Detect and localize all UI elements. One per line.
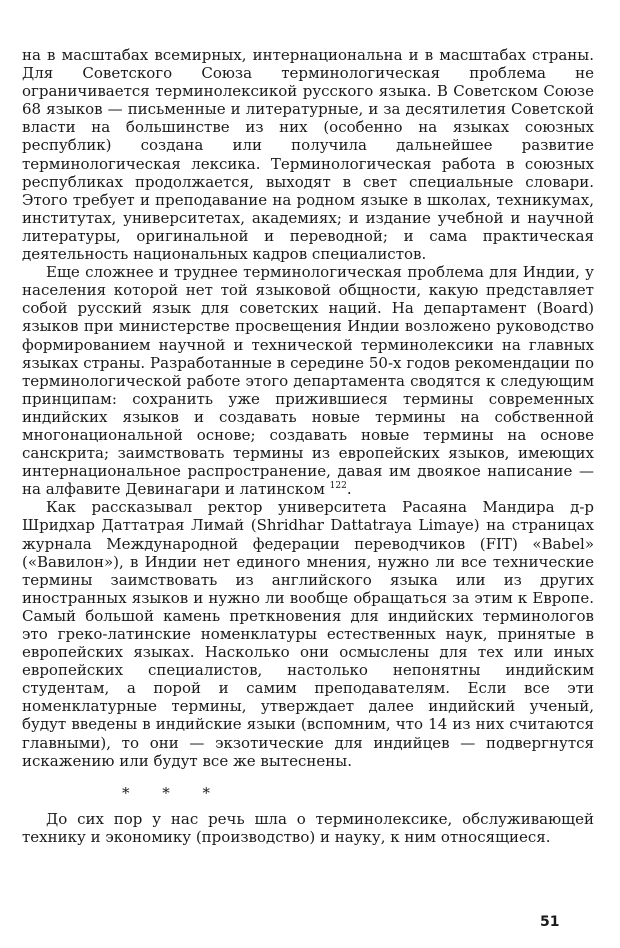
page-number: 51 bbox=[540, 914, 560, 930]
section-separator: * * * bbox=[122, 783, 225, 802]
page-body bbox=[22, 46, 594, 846]
paragraph-1: на в масштабах всемирных, интернациональна и в масштабах страны. Для Советского Союза терминологическая проблема не ограничивается терминолексикой русского языка. В Советском Союзе 68 языков — письменные и литературные, и за десятилетия Советской власти на большинстве из них (особенно на языках союзных республик) создана или получила дальнейшее развитие терминологическая лексика. Терминологическая работа в союзных республиках продолжается, выходят в свет специальные словари. Этого требует и преподавание на родном языке в школах, техникумах, институтах, университетах, академиях; и издание учебной и научной литературы, оригинальной и переводной; и сама практическая деятельность национальных кадров специалистов. bbox=[22, 46, 594, 264]
paragraph-2-text: Еще сложнее и труднее терминологическая проблема для Индии, у населения которой нет той языковой общности, какую представляет собой русский язык для советских наций. На департамент (Board) языков при министерстве просвещения Индии возложено руководство формированием научной и технической терминолексики на главных языках страны. Разработанные в середине 50-х годов рекомендации по терминологической работе этого департамента сводятся к следующим принципам: сохранить уже прижившиеся термины современных индийских языков и создавать новые термины на собственной многонациональной основе; создавать новые термины на основе санскрита; заимствовать термины из европейских языков, имеющих интернациональное распространение, давая им двоякое написание — на алфавите Девинагари и латинском bbox=[22, 263, 594, 499]
paragraph-4: До сих пор у нас речь шла о терминолексике, обслуживающей технику и экономику (производство) и науку, к ним относящиеся. bbox=[22, 809, 594, 846]
footnote-marker: 122 bbox=[329, 481, 347, 492]
paragraph-2 bbox=[22, 263, 594, 498]
paragraph-3: Как рассказывал ректор университета Расаяна Мандира д-р Шридхар Даттатрая Лимай (Shridhar Dattatraya Limaye) на страницах журнала Международной федерации переводчиков (FIT) «Babel» («Вавилон»), в Индии нет единого мнения, нужно ли все технические термины заимствовать из английского языка или из других иностранных языков и нужно ли вообще обращаться за этим к Европе. Самый большой камень преткновения для индийских терминологов это греко-латинские номенклатуры естественных наук, принятые в европейских языках. Насколько они осмыслены для тех или иных европейских специалистов, настолько непонятны индийским студентам, а порой и самим преподавателям. Если все эти номенклатурные термины, утверждает далее индийский ученый, будут введены в индийские языки (вспомним, что 14 из них считаются главными), то они — экзотические для индийцев — подвергнутся искажению или будут все же вытеснены. bbox=[22, 498, 594, 770]
paragraph-2-end: . bbox=[346, 480, 352, 499]
